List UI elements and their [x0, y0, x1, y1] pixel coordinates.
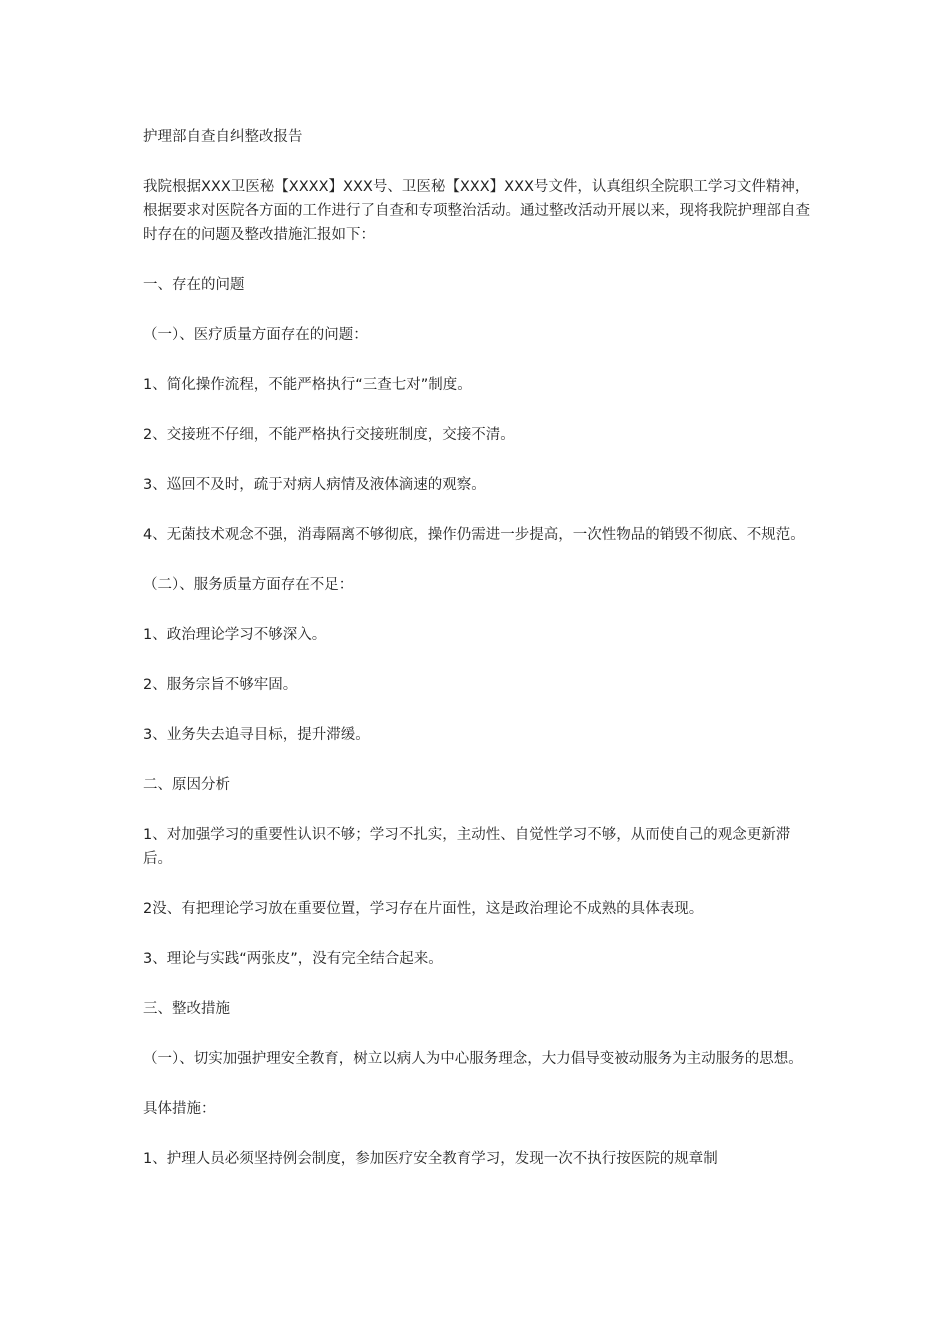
specific-measures-label: 具体措施：: [143, 1101, 216, 1117]
list-item: 2、服务宗旨不够牢固。: [143, 677, 298, 693]
subsection-heading-service-quality: （二）、服务质量方面存在不足：: [143, 577, 354, 593]
section-heading-measures: 三、整改措施: [143, 1001, 230, 1017]
subsection-heading-medical-quality: （一）、医疗质量方面存在的问题：: [143, 327, 368, 343]
list-item: 2没、有把理论学习放在重要位置，学习存在片面性，这是政治理论不成熟的具体表现。: [143, 901, 704, 917]
list-item: 4、无菌技术观念不强，消毒隔离不够彻底，操作仍需进一步提高，一次性物品的销毁不彻底、不规范。: [143, 527, 805, 543]
section-heading-cause-analysis: 二、原因分析: [143, 777, 230, 793]
list-item: 1、对加强学习的重要性认识不够；学习不扎实，主动性、自觉性学习不够，从而使自己的观念更新滞后。: [143, 827, 791, 867]
document-body: [143, 125, 811, 1197]
list-item: 1、简化操作流程，不能严格执行“三查七对”制度。: [143, 377, 472, 393]
list-item: 1、护理人员必须坚持例会制度，参加医疗安全教育学习，发现一次不执行按医院的规章制: [143, 1151, 718, 1167]
section-heading-problems: 一、存在的问题: [143, 277, 245, 293]
list-item: 3、理论与实践“两张皮”，没有完全结合起来。: [143, 951, 443, 967]
intro-paragraph: 我院根据XXX卫医秘【XXXX】XXX号、卫医秘【XXX】XXX号文件，认真组织全院职工学习文件精神，根据要求对医院各方面的工作进行了自查和专项整治活动。通过整改活动开展以来，现将我院护理部自查时存在的问题及整改措施汇报如下：: [143, 179, 810, 243]
subsection-heading-safety-education: （一）、切实加强护理安全教育，树立以病人为中心服务理念，大力倡导变被动服务为主动服务的思想。: [143, 1051, 803, 1067]
list-item: 1、政治理论学习不够深入。: [143, 627, 327, 643]
list-item: 3、巡回不及时，疏于对病人病情及液体滴速的观察。: [143, 477, 486, 493]
list-item: 3、业务失去追寻目标，提升滞缓。: [143, 727, 370, 743]
list-item: 2、交接班不仔细，不能严格执行交接班制度，交接不清。: [143, 427, 515, 443]
document-title: 护理部自查自纠整改报告: [143, 129, 303, 145]
